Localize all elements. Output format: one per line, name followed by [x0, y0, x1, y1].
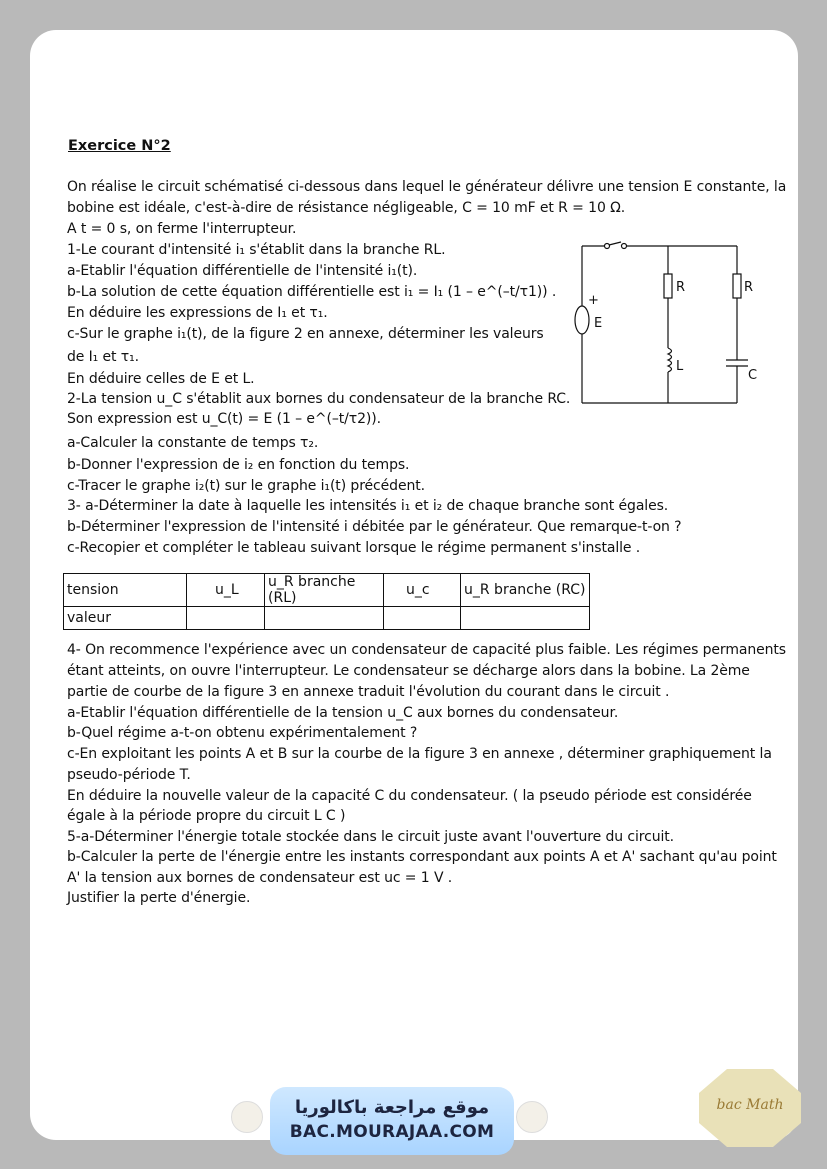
text-line: c-Tracer le graphe i₂(t) sur le graphe i₁(t) précédent. [67, 478, 425, 494]
exercise-title: Exercice N°2 [68, 138, 171, 154]
table-cell [461, 607, 590, 630]
text-line: pseudo-période T. [67, 767, 191, 783]
text-line: bobine est idéale, c'est-à-dire de résistance négligeable, C = 10 mF et R = 10 Ω. [67, 200, 626, 216]
table-cell [187, 607, 265, 630]
e-label: E [594, 316, 603, 331]
text-line: 1-Le courant d'intensité i₁ s'établit dans la branche RL. [67, 242, 446, 258]
text-line: a-Etablir l'équation différentielle de la tension u_C aux bornes du condensateur. [67, 705, 619, 721]
text-line: étant atteints, on ouvre l'interrupteur. Le condensateur se décharge alors dans la bobine. La 2ème [67, 663, 750, 679]
text-line: b-Donner l'expression de i₂ en fonction du temps. [67, 457, 410, 473]
text-line: partie de courbe de la figure 3 en annexe traduit l'évolution du courant dans le circuit . [67, 684, 670, 700]
text-line: On réalise le circuit schématisé ci-dessous dans lequel le générateur délivre une tension E constante, la [67, 179, 787, 195]
text-line: b-Déterminer l'expression de l'intensité i débitée par le générateur. Que remarque-t-on ? [67, 519, 682, 535]
r2-label: R [744, 280, 754, 295]
text-line: b-Calculer la perte de l'énergie entre les instants correspondant aux points A et A' sachant qu'au point [67, 849, 777, 865]
c-label: C [748, 368, 758, 383]
site-logo-icon [231, 1101, 263, 1133]
l-label: L [676, 359, 684, 374]
text-line: Justifier la perte d'énergie. [67, 890, 251, 906]
text-line: 5-a-Déterminer l'énergie totale stockée dans le circuit juste avant l'ouverture du circuit. [67, 829, 674, 845]
values-table [63, 573, 590, 630]
table-header-cell: u_R branche (RL) [265, 574, 384, 607]
table-row-label: valeur [64, 607, 187, 630]
text-line: En déduire celles de E et L. [67, 371, 255, 387]
logo-text: bac Math [716, 1097, 784, 1113]
table-cell [265, 607, 384, 630]
table-row [64, 607, 590, 630]
table-header-cell: u_c [384, 574, 461, 607]
text-line: En déduire les expressions de I₁ et τ₁. [67, 305, 328, 321]
text-line: 2-La tension u_C s'établit aux bornes du condensateur de la branche RC. [67, 391, 571, 407]
r1-label: R [676, 280, 686, 295]
site-badge[interactable] [270, 1087, 514, 1155]
text-line: b-La solution de cette équation différentielle est i₁ = I₁ (1 – e^(–t/τ1)) . [67, 284, 557, 300]
text-line: A' la tension aux bornes de condensateur est uc = 1 V . [67, 870, 453, 886]
text-line: a-Etablir l'équation différentielle de l'intensité i₁(t). [67, 263, 418, 279]
text-line: A t = 0 s, on ferme l'interrupteur. [67, 221, 297, 237]
table-header-cell: tension [64, 574, 187, 607]
table-header-row [64, 574, 590, 607]
bac-math-logo [697, 1067, 803, 1149]
text-line: a-Calculer la constante de temps τ₂. [67, 435, 319, 451]
text-line: b-Quel régime a-t-on obtenu expérimentalement ? [67, 725, 418, 741]
text-line: de I₁ et τ₁. [67, 349, 139, 365]
table-cell [384, 607, 461, 630]
text-line: égale à la période propre du circuit L C ) [67, 808, 346, 824]
text-line: c-En exploitant les points A et B sur la courbe de la figure 3 en annexe , déterminer graphiquement la [67, 746, 772, 762]
text-line: 3- a-Déterminer la date à laquelle les intensités i₁ et i₂ de chaque branche sont égales. [67, 498, 669, 514]
text-line: 4- On recommence l'expérience avec un condensateur de capacité plus faible. Les régimes permanents [67, 642, 786, 658]
site-logo-icon [516, 1101, 548, 1133]
circuit-diagram [560, 236, 760, 408]
site-url[interactable]: BAC.MOURAJAA.COM [289, 1122, 495, 1142]
table-header-cell: u_R branche (RC) [461, 574, 590, 607]
text-line: c-Recopier et compléter le tableau suivant lorsque le régime permanent s'installe . [67, 540, 641, 556]
table-header-cell: u_L [187, 574, 265, 607]
plus-label: + [588, 293, 599, 308]
text-line: c-Sur le graphe i₁(t), de la figure 2 en annexe, déterminer les valeurs [67, 326, 544, 342]
site-name-arabic: موقع مراجعة باكالوريا [294, 1097, 490, 1118]
text-line: Son expression est u_C(t) = E (1 – e^(–t/τ2)). [67, 411, 381, 427]
text-line: En déduire la nouvelle valeur de la capacité C du condensateur. ( la pseudo période est considérée [67, 788, 752, 804]
